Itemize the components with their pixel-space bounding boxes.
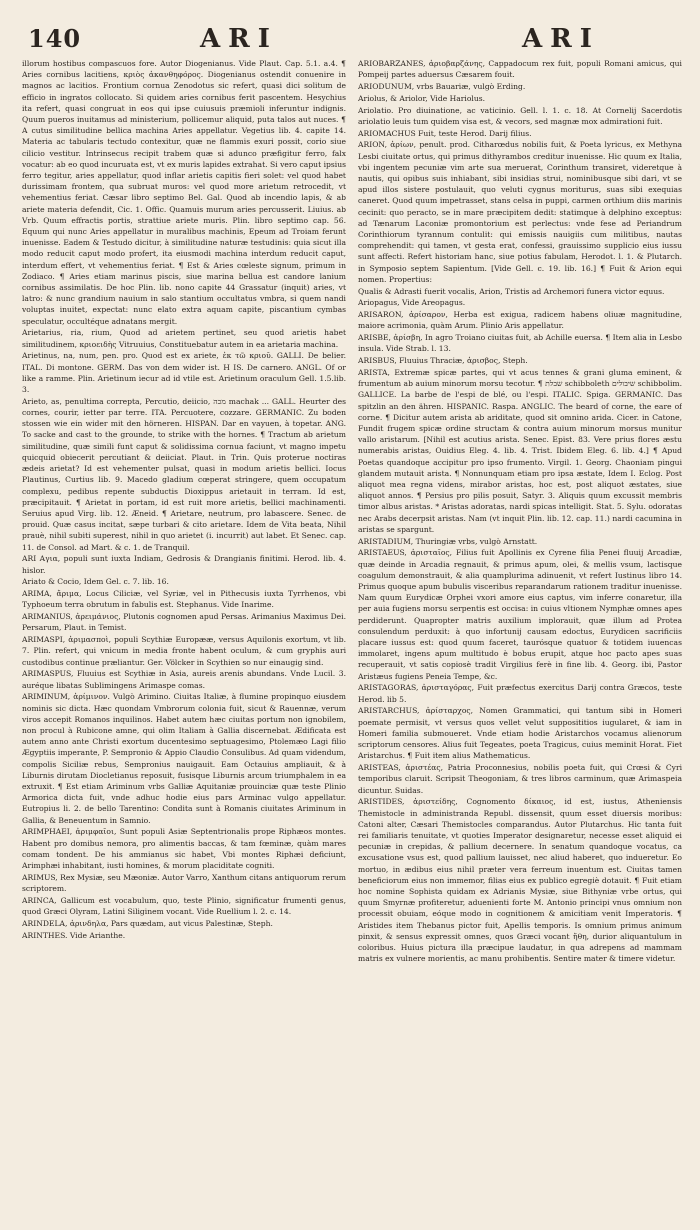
dictionary-entry: Arieto, as, penultima correpta, Percutio, deiicio, מכה machak ... GALL. Heurter des cornes, courir, ietter par terre. ITA. Percuotere, cozzare. GERMANIC. Zu boden stossen wie ein wider mit den hörneren. HISPAN. Dar en vayuen, à topetar. ANG. To sacke and cast to the grounde, to strike with the hornes. ¶ Tractum ab arietum similitudine, quæ simili funt caput & solidissima cornua faciunt, vt magno impetu quicquid obiecerit percutiant & deiiciat. Plaut. in Trin. Quis proterue noctiras ædeis arietat? Id est vehementer pulsat, quasi in modum arietis bellici. Iocus Plautinus, Curtius lib. 9. Macedo gladium cœperat stringere, quem occupatum complexu, pedibus repente subductis Dioxippus arietauit in terram. Id est, præcipitauit. ¶ Arietat in portam, id est ruit more arietis, bellici machinamenti. Seruius apud Virg. lib. 12. Æneid. ¶ Arietare, neutrum, pro labascere. Senec. de prouid. Quæ casus incitat, sæpe turbari & cito arietare. Idem de Vita beata, Nihil prauè, nihil subiti superest, nihil in quo arietet (i. incurrit) aut labet. Et Senec. cap. 11. de Consol. ad Mart. & c. 1. de Tranquil. xyxy=(22,396,346,552)
dictionary-entry: ARIMANIUS, ἀρειμάνιος, Plutonis cognomen apud Persas. Arimanius Maximus Dei. Persarum, Plaut. in Temist. xyxy=(22,612,346,633)
dictionary-entry: ARINDELA, ἀρινδηλα, Pars quædam, aut vicus Palestinæ, Steph. xyxy=(22,918,273,928)
dictionary-entry: ARISTA, Extremæ spicæ partes, qui vt acus tennes & grani gluma eminent, & frumentum ab auium minorum morsu tecotur. ¶ שבלת schibboleth שיבולים schibbolim. GALLICE. La barbe de l'espi de blé, ou l'espi. ITALIC. Spiga. GERMANIC. Das spitzlin an den ähren. HISPANIC. Raspa. ANGLIC. The beard of corne, the eare of corne. ¶ Dicitur autem arista ab ariditate, quod sit omnino arida. Cicer. in Catone, Fundit frugem spicæ ordine structam & contra auium minorum morsus munitur vallo aristarum. [Nihil est acutius arista. Senec. Epist. 83. Vere prius flores æstu numerabis aristas, Ouidius Eleg. 4. lib. 4. Trist. Ibidem Eleg. 6. lib. 4.] ¶ Apud Poetas quandoque accipitur pro ipso frumento. Virgil. 1. Georg. Chaoniam pingui glandem mutauit arista. ¶ Nonnunquam etiam pro ipsa æstate, Idem I. Eclog. Post aliquot mea regna videns, mirabor aristas, hoc est, post aliquot æstates, siue aliquot annos. ¶ Persius pro pilis posuit, Satyr. 3. Aliquis quum excussit membris timor albus aristas. * Aristas adoratas, nardi spicas intelligit. Stat. 5. Sylu. odoratas nec Arabs decerpsit aristas. Nam (vt inquit Plin. lib. 12. cap. 11.) nardi cacumina in aristas se spargunt. xyxy=(358,368,682,534)
dictionary-entry: ARISARON, ἀρίσαρον, Herba est exigua, radicem habens oliuæ magnitudine, maiore acrimonia, quàm Arum. Plinio Aris appellatur. xyxy=(358,310,682,331)
dictionary-entry: Ariato & Cocio, Idem Gel. c. 7. lib. 16. xyxy=(22,577,169,587)
dictionary-entry: ARIODUNUM, vrbs Bauariæ, vulgò Erding. xyxy=(358,82,526,91)
page-number: 140 xyxy=(28,24,82,53)
running-head-right: ARI xyxy=(522,24,600,54)
page-header xyxy=(22,18,682,58)
dictionary-entry: ARINCA, Gallicum est vocabulum, quo, teste Plinio, significatur frumenti genus, quod Græci Olyram, Latini Siliginem vocant. Vide Ruellium l. 2. c. 14. xyxy=(22,895,346,916)
dictionary-entry: ARISTARCHUS, ἀρίσταρχος, Nomen Grammatici, qui tantum sibi in Homeri poemate permisit, vt versus quos vellet velut supposititios iugularet, & iam in Homeri familia submoueret. Vnde etiam hodie Aristarchos vocamus alienorum scriptorum censores. Alius fuit Tegeates, poeta Tragicus, cuius meminit Horat. Fiet Aristarchus. ¶ Fuit item alius Mathematicus. xyxy=(358,706,682,761)
text-columns xyxy=(22,58,682,1218)
dictionary-entry: ARISTADIUM, Thuringiæ vrbs, vulgò Arnstatt. xyxy=(358,536,538,546)
dictionary-entry: ARISTEAS, ἀριστέας, Patria Proconnesius, nobilis poeta fuit, qui Crœsi & Cyri temporibus claruit. Scripsit Theogoniam, & tres libros carminum, quæ Arimaspeia dicuntur. Suidas. xyxy=(358,763,682,795)
dictionary-entry: ARISBE, ἀρίσβη, In agro Troiano ciuitas fuit, ab Achille euersa. ¶ Item alia in Lesbo insula. Vide Strab. l. 13. xyxy=(358,333,682,354)
dictionary-entry: Ariolatio. Pro diuinatione, ac vaticinio. Gell. l. 1. c. 18. At Cornelij Sacerdotis ariolatio leuis tum quidem visa est, & vecors, sed magnæ mox admirationi fuit. xyxy=(358,105,682,126)
dictionary-entry: ARIMASPUS, Fluuius est Scythiæ in Asia, aureis arenis abundans. Vnde Lucil. 3. auréque libatas Sublimingens Arimaspe comas. xyxy=(22,669,346,690)
dictionary-entry: Arietinus, na, num, pen. pro. Quod est ex ariete, ἐκ τῶ κριοῦ. GALLI. De belier. ITAL. Di montone. GERM. Das von dem wider ist. H IS. De carnero. ANGL. Of or like a ramme. Plin. Arietinum iecur ad id vtile est. Arietinum oraculum Gell. 1.5.lib. 3. xyxy=(22,351,346,395)
dictionary-entry: ARISTAEUS, ἀρισταῖος, Filius fuit Apollinis ex Cyrene filia Penei fluuij Arcadiæ, quæ deinde in Arcadia regnauit, & primus apum, olei, & mellis vsum, lactisque coagulum demonstrauit, & alia quamplurima adinuenit, vt refert Iustinus libro 14. Primus quoque apum bubulis visceribus reparandarum rationem traditur inuenisse. Nam quum Eurydicæ Orphei vxori amore eius captus, vim inferre conaretur, illa per auia fugiens morsu serpentis est occisa: in cuius vltionem Nymphæ omnes apes perdiderunt. Quapropter matris auxilium implorauit, quæ illum ad Protea consulendum perduxit: à quo infortunij causam edoctus, Eurydicen sacrificiis placare iussus est: quod quum faceret, taurósque quatuor & totidem iuuencas immolaret, ingens apum multitudo è bobus erupit, atque hoc pacto apes suas recuperauit, vt satis copiosè tradit Virgilius ferè in fine lib. 4. Georg. ibi, Pastor Aristæus fugiens Peneia Tempe, &c. xyxy=(358,548,682,681)
dictionary-entry: ARIOBARZANES, ἀριοβαρζάνης, Cappadocum rex fuit, populi Romani amicus, qui Pompeij partes aduersus Cæsarem fouit. xyxy=(358,59,682,80)
dictionary-entry: ARIMPHAEI, ἀριμφαῖοι, Sunt populi Asiæ Septentrionalis prope Riphæos montes. Habent pro domibus nemora, pro alimentis baccas, & tam fœminæ, quàm mares comam tondent. De his ammianus sic habet, Vbi montes Riphæi deficiunt, Arimphæi inhabitant, iusti homines, & morum placiditate cogniti. xyxy=(22,827,346,870)
dictionary-entry: ARIMUS, Rex Mysiæ, seu Mæoniæ. Autor Varro, Xanthum citans antiquorum rerum scriptorem. xyxy=(22,872,346,893)
dictionary-entry: Ariolus, & Ariolor, Vide Hariolus. xyxy=(358,93,486,103)
dictionary-entry: ARISTIDES, ἀριστείδης, Cognomento δίκαιος, id est, iustus, Atheniensis Themistocle in administranda Republ. dissensit, quum esset diuersis moribus: Catoni alter, Cæsari Themistocles comparandus. Autor Plutarchus. Hic tanta fuit rei familiaris tenuitate, vt quoties Imperator designaretur, necesse esset aliquid ei pecuniæ in crepidas, & pallium decernere. In senatum quandoque vocatus, ca excusatione vsus est, quod pallium lauisset, nec aliud haberet, quo indueretur. Eo mortuo, in ædibus eius nihil præter vera ferreum inuentum est. Ciuitas tamen beneficiorum eius non immemor, filias eius ex publico egregiè dotauit. ¶ Fuit etiam hoc nomine Sophista quidam ex Adrianis Mysiæ, siue Bithyniæ vrbe ortus, qui quum Smyrnæ profiteretur, aduenienti forte M. Antonio principi vnus omnium non processit obuiam, eóque modo in cognitionem & amicitiam venit Imperatoris. ¶ Aristides item Thebanus pictor fuit, Apellis temporis. Is omnium primus animum pinxit, & sensus expressit omnes, quos Græci vocant ἤθη, durior aliquantulum in coloribus. Huius pictura illa præcipue laudatur, in qua adrepens ad mammam matris ex vulnere morientis, ac manu prohibentis. Sentire mater & timere videtur. xyxy=(358,797,682,964)
left-column xyxy=(22,58,346,1218)
dictionary-entry: Ariopagus, Vide Areopagus. xyxy=(358,298,466,308)
dictionary-entry: ARIMA, ἄριμα, Locus Ciliciæ, vel Syriæ, vel in Pithecusis iuxta Tyrrhenos, vbi Typhoeum terra obrutum in fabulis est. Stephanus. Vide Inarime. xyxy=(22,589,346,610)
dictionary-entry: ARISTAGORAS, ἀρισταγόρας, Fuit præfectus exercitus Darij contra Græcos, teste Herod. lib 5. xyxy=(358,683,682,704)
running-head-left: ARI xyxy=(200,24,278,54)
dictionary-entry: ARISBUS, Fluuius Thraciæ, ἀρισβος, Steph. xyxy=(358,356,528,366)
dictionary-entry: illorum hostibus compascuos fore. Autor Diogenianus. Vide Plaut. Cap. 5.1. a.4. ¶ Aries cornibus lacitiens, κριὸς ἀκανθηφόρος. Diogenianus ostendit conuenire in magnos ac lacitios. Frontium cornua Zenodotus sic refert, quasi dici solitum de efficio in ingratos collocato. Si quidem aries cornibus ferit pascentem. Hesychius ita refert, quasi congruat in eos qui ipse cuiusuis præmioli inferuntur indignis. Quum pueros inuitamus ad ministerium, pollicemur aliquid, puta talos aut nuces. ¶ A cutus similitudine bellica machina Aries appellatur. Vegetius lib. 4. capite 14. Materia ac tabularis tectudo contexitur, quæ ne flammis exuri possit, corio siue cilicio vestitur. Intrinsecus recipit trabem quæ si adunco præfigitur ferro, falx vocatur: ab eo quod incuruata est, vt ex muris lapides extrahat. Si vero caput ipsius ferro tegitur, aries appellatur, quod inflar arietis capitis fieri solet: vel quod habet durissimam frontem, qua subruat muros: vel quod more arietum retrocedit, vt vehementius feriat. Cæsar libro septimo Bel. Gal. Quod ab incendio lapis, & ab ariete materia defendit, Cic. 1. Offic. Quamuis murum aries percusserit. Liuius. ab Vrb. Quum effractis portis, strattiue ariete muris. Plin. libro septimo cap. 56. Equum qui nunc Aries appellatur in muralibus machinis, Epeum ad Troiam ferunt inuenisse. Eadem & Testudo dicitur, à similitudine naturæ testudinis: quia sicut illa modo reducit caput modo profert, ita eiusmodi machina interdum reducit caput, interdum effert, vt vehementius feriat. ¶ Est & Aries cœleste signum, primum in Zodiaco. ¶ Aries etiam marinus piscis, siue marina bellua est candore lanium cornibus assimilatis. De hoc Plin. lib. nono capite 44 Grassatur (inquit) aries, vt latro: & nunc grandium nauium in salo stantium occultatus vmbra, si quem nandi voluptas inuitet, expectat: nunc elato extra aquam capite, piscantium cymbas speculatur, occultéque adnatans mergit. xyxy=(22,59,346,326)
dictionary-entry: ARION, ἀρίων, penult. prod. Citharœdus nobilis fuit, & Poeta lyricus, ex Methyna Lesbi ciuitate ortus, qui primus dithyrambos creditur inuenisse. Hic quum ex Italia, vbi ingentem pecuniæ vim arte sua meruerat, Corinthum transiret, videretque à nautis, qui opibus suis inhiabant, sibi insidias strui, nominibusque sibi dari, vt se apud illos sistere postulauit, quo veluti cygnus moriturus, suas sibi exequias caneret. Quod quum impetrasset, stans celsa in puppi, carmen orthium diis marinis cecinit: quo peracto, se in mare præcipitem dedit: statimque à delphino exceptus: ad Tænarum Laconiæ promontorium est perlectus: vnde fese ad Periandrum Corinthiorum tyrannum contulit: qui emissis nauigiis cum militibus, nautas comprehendit: qui tamen, vt gesta erat, confessi, grauissimo supplicio eius iussu sunt affecti. Refert historiam hanc, siue potius fabulam, Herodot. l. 1. & Plutarch. in Symposio septem Sapientum. [Vide Gell. c. 19. lib. 16.] ¶ Fuit & Arion equi nomen. Propertius: xyxy=(358,140,682,284)
right-column xyxy=(358,58,682,1218)
dictionary-entry: ARI Aγια, populi sunt iuxta Indiam, Gedrosis & Drangianis finitimi. Herod. lib. 4. hislor. xyxy=(22,554,346,575)
dictionary-entry: ARIMINUM, ἀρίμινον. Vulgò Arimino. Ciuitas Italiæ, à flumine propinquo eiusdem nominis sic dicta. Hæc quondam Vmbrorum colonia fuit, sicut & Rauennæ, verum viros accepit Romanos inquilinos. Habet autem hæc ciuitas portum non ignobilem, non procul à Rubicone amne, qui olim Italiam à Gallia discernebat. Ædificata est autem anno ante Christi exortum ducentesimo septuagesimo, Ptolemæo Lagi filio Ægyptiis imperante, P. Sempronio & Appio Claudio Consulibus. Ad quam videndum, compolis Siciliæ rebus, Sempronius nauigauit. Eam Octauius ampliauit, & à Liburnis dirutam Diocletianus reposuit, fusisque Liburnis arcum triumphalem in ea extruxit. ¶ Est etiam Ariminum vrbs Galliæ Aquitaniæ prouinciæ quæ teste Plinio Armorica dicta fuit, vnde adhuc hodie eius pars Arminac vulgo appellatur. Eutropius li. 2. de bello Tarentino: Condita sunt à Romanis ciuitates Ariminum in Gallia, & Beneuentum in Samnio. xyxy=(22,692,346,825)
dictionary-entry: Arietarius, ria, rium, Quod ad arietem pertinet, seu quod arietis habet similitudinem, κριοειδὴς Vitruuius, Constituebatur autem in ea arietaria machina. xyxy=(22,328,346,349)
dictionary-entry: ARIOMACHUS Fuit, teste Herod. Darij filius. xyxy=(358,128,532,138)
dictionary-entry: ARIMASPI, ἀριμασποὶ, populi Scythiæ Europææ, versus Aquilonis exortum, vt lib. 7. Plin. refert, qui vnicum in media fronte habent oculum, & cum gryphis auri custodibus continue præliantur. Ger. Völcker in Scythien so nur einaugig sind. xyxy=(22,635,346,667)
dictionary-entry: Qualis & Adrasti fuerit vocalis, Arion, Tristis ad Archemori funera victor equus. xyxy=(358,286,665,296)
dictionary-entry: ARINTHES. Vide Arianthe. xyxy=(22,930,126,940)
